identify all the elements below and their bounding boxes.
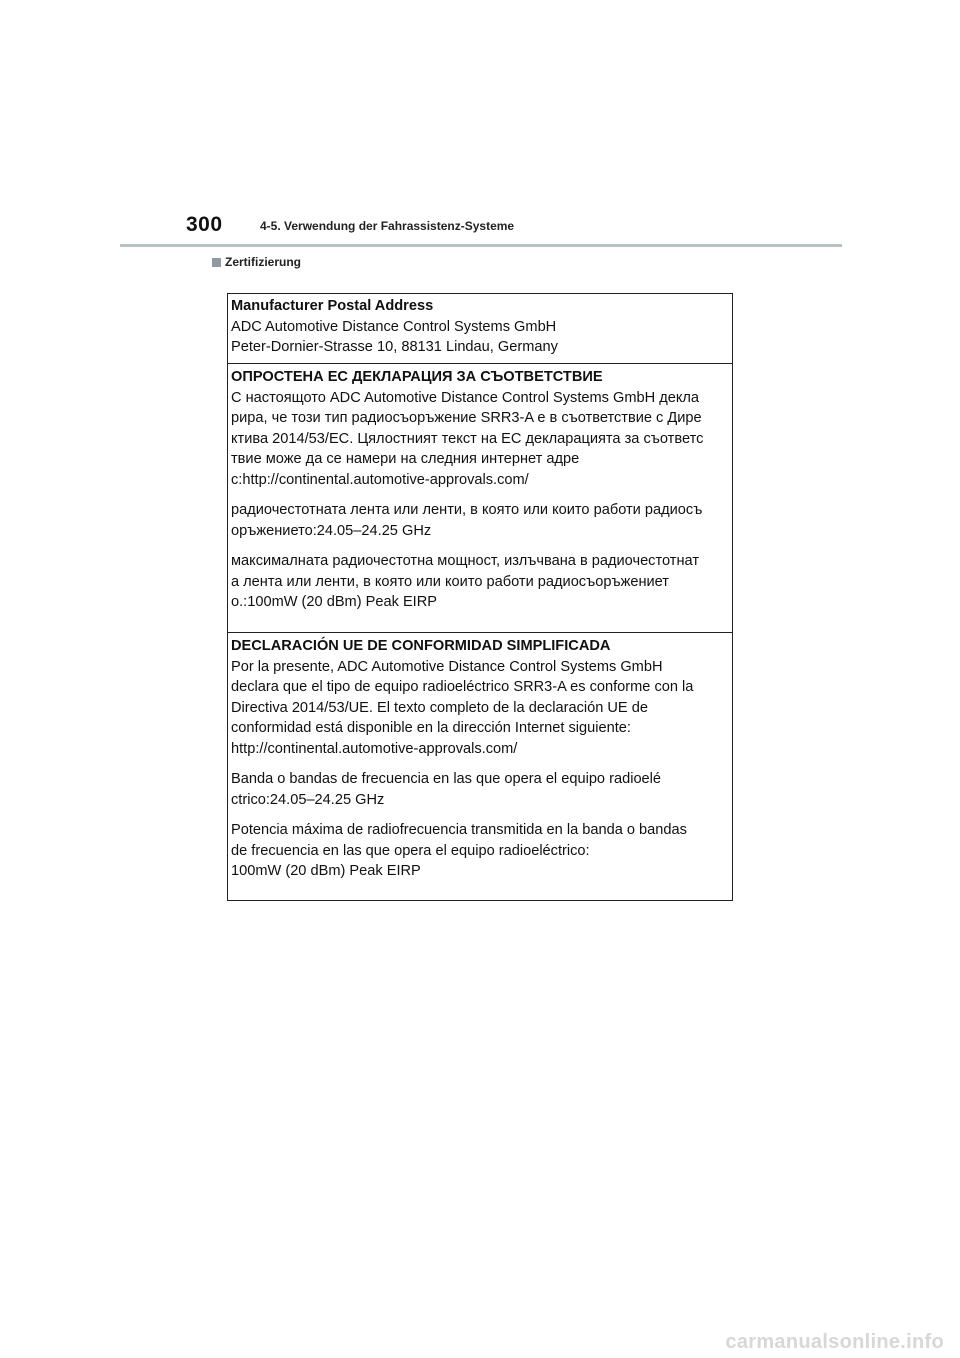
spanish-text-line: Directiva 2014/53/UE. El texto completo de la declaración UE de xyxy=(231,699,648,716)
bulgarian-power-line: максималната радиочестотна мощност, излъчвана в радиочестотнат xyxy=(231,553,700,569)
spanish-power-line: 100mW (20 dBm) Peak EIRP xyxy=(231,863,421,879)
square-bullet-icon xyxy=(212,258,221,267)
bulgarian-heading: ОПРОСТЕНА ЕС ДЕКЛАРАЦИЯ ЗА СЪОТВЕТСТВИЕ xyxy=(231,369,603,385)
watermark-text: carmanualsonline.info xyxy=(725,1331,944,1353)
subheading-label: Zertifizierung xyxy=(225,255,302,269)
section-divider xyxy=(228,632,732,633)
bulgarian-text-line: ктива 2014/53/ЕС. Цялостният текст на ЕС декларацията за съответс xyxy=(231,430,704,447)
page-number: 300 xyxy=(186,213,223,236)
spanish-text-line: declara que el tipo de equipo radioeléctrico SRR3-A es conforme con la xyxy=(231,679,694,695)
bulgarian-text-line: С настоящото ADC Automotive Distance Control Systems GmbH декла xyxy=(231,389,700,406)
bulgarian-url-line: c:http://continental.automotive-approvals.com/ xyxy=(231,471,529,488)
certification-box xyxy=(227,293,733,901)
spanish-text-line: conformidad está disponible en la dirección Internet siguiente: xyxy=(231,720,631,736)
bulgarian-text-line: твие може да се намери на следния интернет адре xyxy=(231,451,580,467)
bulgarian-frequency-line: оръжението:24.05–24.25 GHz xyxy=(231,522,432,539)
section-divider xyxy=(228,363,732,364)
spanish-url-line: http://continental.automotive-approvals.com/ xyxy=(231,740,518,757)
section-title: 4-5. Verwendung der Fahrassistenz-Systeme xyxy=(260,219,515,233)
spanish-heading: DECLARACIÓN UE DE CONFORMIDAD SIMPLIFICADA xyxy=(231,638,611,654)
bulgarian-text-line: рира, че този тип радиосъоръжение SRR3-A е в съответствие с Дире xyxy=(231,410,702,426)
spanish-power-line: de frecuencia en las que opera el equipo radioeléctrico: xyxy=(231,842,590,859)
spanish-power-line: Potencia máxima de radiofrecuencia transmitida en la banda o bandas xyxy=(231,822,687,838)
spanish-text-line: Por la presente, ADC Automotive Distance Control Systems GmbH xyxy=(231,658,663,675)
spanish-frequency-line: Banda o bandas de frecuencia en las que opera el equipo radioelé xyxy=(231,771,662,787)
bulgarian-power-line: а лента или ленти, в която или които работи радиосъоръжениет xyxy=(231,573,669,590)
bulgarian-power-line: о.:100mW (20 dBm) Peak EIRP xyxy=(231,594,438,610)
address-heading: Manufacturer Postal Address xyxy=(231,298,434,314)
header-rule xyxy=(120,244,842,247)
address-line: ADC Automotive Distance Control Systems GmbH xyxy=(231,318,557,335)
address-line: Peter-Dornier-Strasse 10, 88131 Lindau, Germany xyxy=(231,339,558,355)
spanish-declaration-section xyxy=(228,634,732,902)
subheading xyxy=(212,255,301,269)
bulgarian-frequency-line: радиочестотната лента или ленти, в която или които работи радиосъ xyxy=(231,502,703,518)
spanish-frequency-line: ctrico:24.05–24.25 GHz xyxy=(231,791,385,808)
bulgarian-declaration-section xyxy=(228,365,732,635)
address-section xyxy=(228,294,732,366)
